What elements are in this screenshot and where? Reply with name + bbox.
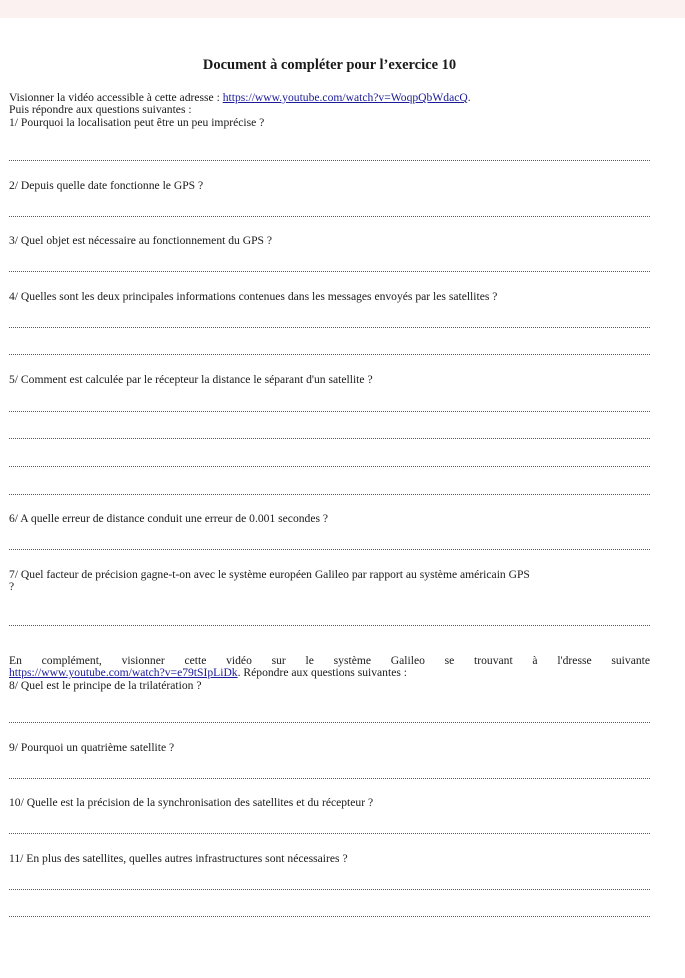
question-5: 5/ Comment est calculée par le récepteur la distance le séparant d'un satellite ?	[9, 373, 373, 386]
question-3: 3/ Quel objet est nécessaire au fonctionnement du GPS ?	[9, 234, 273, 247]
answer-line-5a[interactable]	[9, 411, 650, 412]
answer-line-6[interactable]	[9, 549, 650, 550]
answer-line-10[interactable]	[9, 833, 650, 834]
answer-line-11b[interactable]	[9, 916, 650, 917]
top-band	[0, 0, 685, 18]
question-10: 10/ Quelle est la précision de la synchronisation des satellites et du récepteur ?	[9, 796, 374, 809]
answer-line-2[interactable]	[9, 216, 650, 217]
answer-line-5d[interactable]	[9, 494, 650, 495]
question-7: 7/ Quel facteur de précision gagne-t-on avec le système européen Galileo par rapport au système américain GPS	[9, 568, 530, 581]
answer-line-1[interactable]	[9, 160, 650, 161]
answer-line-9[interactable]	[9, 778, 650, 779]
complement-link-line	[9, 667, 650, 680]
answer-line-4a[interactable]	[9, 327, 650, 328]
page-title: Document à compléter pour l’exercice 10	[202, 57, 457, 73]
video-link-2[interactable]: https://www.youtube.com/watch?v=e79tSIpLiDk	[9, 666, 238, 679]
intro-line-2: Puis répondre aux questions suivantes :	[9, 103, 192, 116]
answer-line-5b[interactable]	[9, 438, 650, 439]
intro-text: Visionner la vidéo accessible à cette adresse :	[9, 91, 223, 104]
answer-line-4b[interactable]	[9, 354, 650, 355]
question-1: 1/ Pourquoi la localisation peut être un peu imprécise ?	[9, 116, 265, 129]
video-link-1[interactable]: https://www.youtube.com/watch?v=WoqpQbWdacQ	[222, 91, 468, 104]
answer-line-11a[interactable]	[9, 889, 650, 890]
intro-period: .	[467, 91, 471, 104]
answer-line-7[interactable]	[9, 625, 650, 626]
question-2: 2/ Depuis quelle date fonctionne le GPS ?	[9, 179, 204, 192]
question-8: 8/ Quel est le principe de la trilatération ?	[9, 679, 202, 692]
answer-line-5c[interactable]	[9, 466, 650, 467]
question-11: 11/ En plus des satellites, quelles autres infrastructures sont nécessaires ?	[9, 852, 348, 865]
question-6: 6/ A quelle erreur de distance conduit une erreur de 0.001 secondes ?	[9, 512, 329, 525]
question-9: 9/ Pourquoi un quatrième satellite ?	[9, 741, 175, 754]
complement-text: En complément, visionner cette vidéo sur le système Galileo se trouvant à l'dresse suivante	[9, 654, 650, 667]
answer-line-8[interactable]	[9, 722, 650, 723]
question-7-continuation: ?	[9, 580, 15, 593]
answer-line-3[interactable]	[9, 271, 650, 272]
question-4: 4/ Quelles sont les deux principales informations contenues dans les messages envoyés par les satellites ?	[9, 290, 498, 303]
complement-instruction: . Répondre aux questions suivantes :	[237, 666, 407, 679]
